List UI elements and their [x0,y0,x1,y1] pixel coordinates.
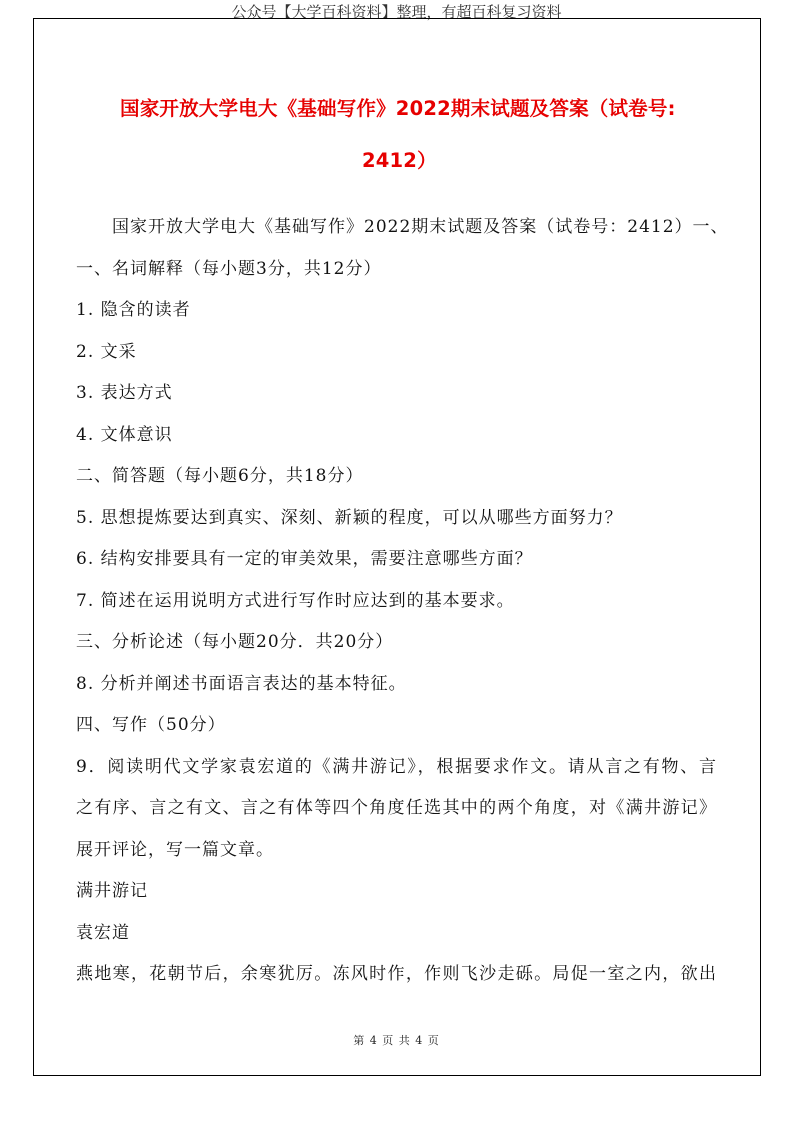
section-heading-2: 二、简答题（每小题6分，共18分） [76,466,364,486]
essay-author: 袁宏道 [76,923,130,943]
page-footer: 第 4 页 共 4 页 [353,1034,440,1047]
intro-line: 国家开放大学电大《基础写作》2022期末试题及答案（试卷号：2412）一、 [112,217,729,237]
question-5: 5. 思想提炼要达到真实、深刻、新颖的程度，可以从哪些方面努力？ [76,508,623,528]
header-note: 公众号【大学百科资料】整理，有超百科复习资料 [231,3,562,21]
question-9-line-2: 之有序、言之有文、言之有体等四个角度任选其中的两个角度，对《满井游记》 [76,798,716,818]
page-frame [33,18,761,1076]
question-4: 4. 文体意识 [76,425,173,445]
question-6: 6. 结构安排要具有一定的审美效果，需要注意哪些方面？ [76,549,533,569]
question-7: 7. 简述在运用说明方式进行写作时应达到的基本要求。 [76,591,515,611]
question-1: 1. 隐含的读者 [76,300,191,320]
section-heading-3: 三、分析论述（每小题20分．共20分） [76,632,394,652]
document-title: 国家开放大学电大《基础写作》2022期末试题及答案（试卷号: [120,97,676,120]
question-8: 8. 分析并阐述书面语言表达的基本特征。 [76,674,407,694]
question-9-line-1: 9．阅读明代文学家袁宏道的《满井游记》，根据要求作文。请从言之有物、言 [76,757,716,777]
question-2: 2. 文采 [76,342,137,362]
essay-title: 满井游记 [76,881,148,901]
question-9-line-3: 展开评论，写一篇文章。 [76,840,274,860]
section-heading-1: 一、名词解释（每小题3分，共12分） [76,259,382,279]
question-3: 3. 表达方式 [76,383,173,403]
document-title-continued: 2412） [362,149,437,172]
essay-text-line-1: 燕地寒，花朝节后，余寒犹厉。冻风时作，作则飞沙走砾。局促一室之内，欲出 [76,964,716,984]
section-heading-4: 四、写作（50分） [76,715,226,735]
